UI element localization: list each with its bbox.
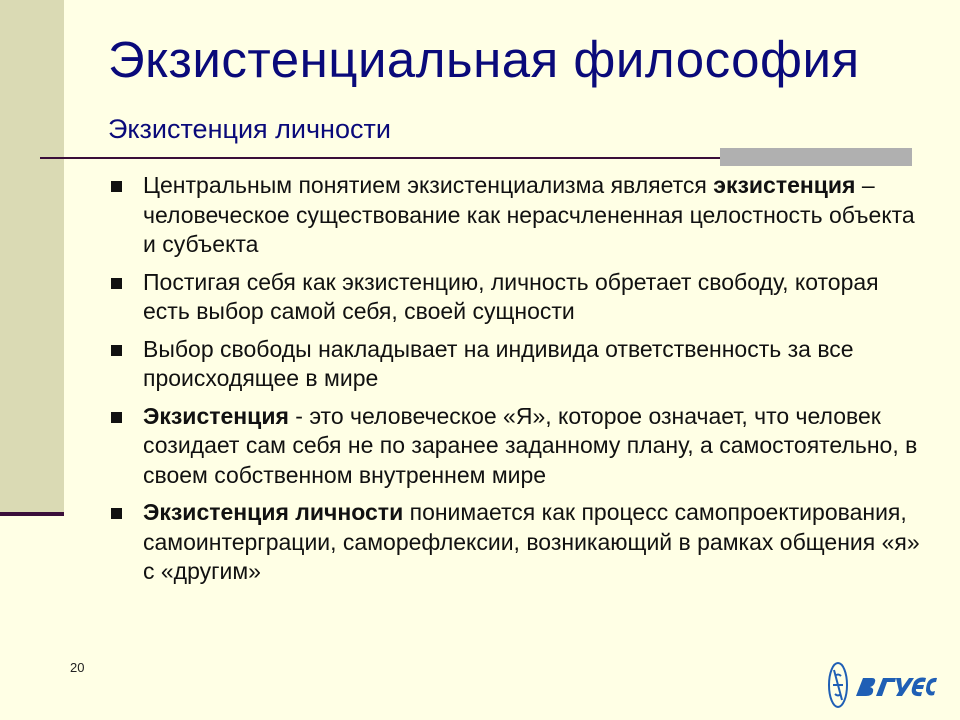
bullet-item-1 — [108, 171, 928, 260]
bullet-item-2 — [108, 268, 928, 327]
slide-title: Экзистенциальная философия — [108, 31, 860, 88]
bullet-item-3 — [108, 335, 928, 394]
university-logo — [826, 660, 938, 710]
square-bullet-icon — [111, 345, 122, 356]
left-decor-band — [0, 0, 64, 516]
bullet-item-4 — [108, 402, 928, 491]
square-bullet-icon — [111, 278, 122, 289]
square-bullet-icon — [111, 508, 122, 519]
bullet-text-rest: - это человеческое «Я», которое означает, что человек созидает сам себя не по заранее заданному плану, а самостоятельно, в своем собственном внутреннем мире — [143, 402, 918, 488]
bullet-text-rest: – человеческое существование как нерасчлененная целостность объекта и субъекта — [143, 172, 915, 257]
slide-subtitle: Экзистенция личности — [108, 114, 391, 144]
bullet-text-lead: Выбор свободы накладывает на индивида ответственность за все происходящее в мире — [143, 335, 854, 391]
logo-emblem-icon — [829, 663, 847, 707]
bullet-text-lead: Постигая себя как экзистенцию, личность обретает свободу, которая есть выбор самой себя, своей сущности — [143, 268, 879, 324]
bullet-text-lead: Центральным понятием экзистенциализма является — [143, 172, 714, 198]
title-divider-accent — [720, 148, 912, 166]
bullet-list — [108, 171, 928, 595]
left-decor-line — [0, 512, 64, 516]
logo-wordmark-icon — [856, 678, 937, 697]
square-bullet-icon — [111, 412, 122, 423]
slide-number: 20 — [70, 660, 85, 675]
square-bullet-icon — [111, 181, 122, 192]
bullet-text-bold: экзистенция — [713, 172, 856, 198]
bullet-text-rest: понимается как процесс самопроектирования, самоинтерграции, саморефлексии, возникающий в рамках общения «я» с «другим» — [143, 499, 920, 584]
bullet-text-bold: Экзистенция — [143, 402, 289, 429]
bullet-text-bold: Экзистенция личности — [143, 499, 404, 525]
bullet-item-5 — [108, 498, 928, 587]
